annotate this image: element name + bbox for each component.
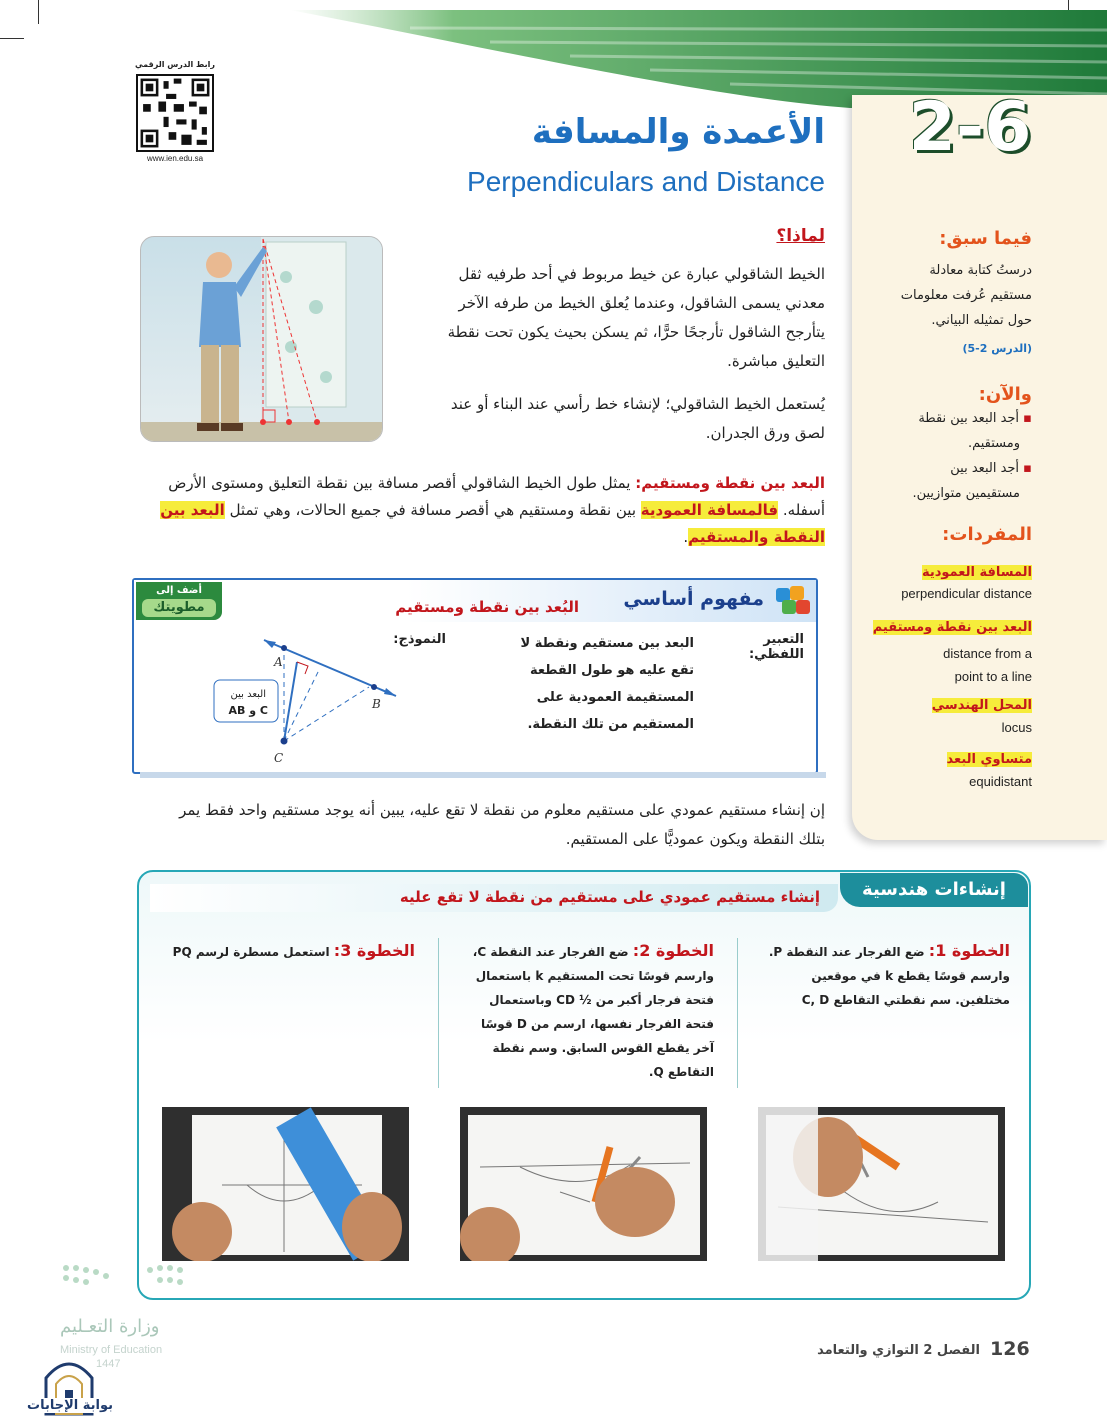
- vocab-term-ar: متساوي البعد: [946, 752, 1032, 767]
- watermark-ministry-en: Ministry of Education: [60, 1344, 163, 1356]
- highlight-perpendicular-distance: فالمسافة العمودية: [640, 501, 779, 519]
- step-3-text: استعمل مسطرة لرسم PQ: [172, 945, 330, 959]
- fig-box-line2: AB و C: [228, 704, 268, 717]
- before-lesson-ref: (الدرس 2-5): [962, 342, 1032, 355]
- crop-mark: [0, 38, 24, 39]
- plumb-line-photo: [140, 236, 383, 442]
- step-2-photo: [460, 1107, 707, 1261]
- now-item-2-a: أجد البعد بين: [950, 461, 1020, 476]
- now-item-2: ▪ أجد البعد بين: [950, 461, 1032, 476]
- page-title-en: Perpendiculars and Distance: [467, 166, 825, 197]
- vocab-term-2-en: distance from a point to a line: [943, 646, 1032, 684]
- step-divider: [438, 938, 439, 1088]
- fig-label-a: A: [274, 655, 283, 669]
- qr-code-icon[interactable]: [136, 74, 214, 152]
- distance-paragraph: [155, 470, 825, 551]
- vocab-term-ar: البعد بين نقطة ومستقيم: [872, 620, 1032, 635]
- watermark-year: 1447: [96, 1358, 121, 1370]
- construction-tab: إنشاءات هندسية: [840, 873, 1028, 907]
- crop-mark: [38, 0, 39, 24]
- now-item-1-b: ومستقيم.: [967, 436, 1020, 451]
- page-title-ar: الأعمدة والمسافة: [531, 112, 825, 152]
- vocab-heading: المفردات:: [942, 524, 1032, 545]
- step-2-heading: الخطوة 2:: [632, 941, 714, 960]
- page-number: 126: [990, 1338, 1030, 1360]
- before-text-3: حول تمثيله البياني.: [931, 313, 1032, 328]
- distance-text-b: بين نقطة ومستقيم هي أقصر مسافة في جميع الحالات، وهي تمثل: [229, 501, 637, 519]
- vocab-term-4-en: equidistant: [969, 774, 1032, 789]
- step-3: [165, 940, 415, 964]
- fig-label-c: C: [274, 751, 284, 765]
- distance-heading: البعد بين نقطة ومستقيم:: [635, 474, 825, 492]
- vocab-term-3-en: locus: [1001, 720, 1032, 735]
- step-1: [760, 940, 1010, 1012]
- add-to-label: أضف إلى: [156, 585, 202, 596]
- vocab-term-1-ar: [870, 560, 1032, 585]
- why-paragraph-1: الخيط الشاقولي عبارة عن خيط مربوط في أحد طرفيه ثقل معدني يسمى الشاقول، وعندما يُعلق الخيط من طرفه الآخر يتأرجح الشاقول تأرجحًا حرًّا، ثم يسكن بحيث يكون تحت نقطة التعليق مباشرة.: [447, 265, 825, 370]
- lesson-number: 2-6: [908, 88, 1032, 167]
- step-3-photo: [162, 1107, 409, 1261]
- qr-label: رابط الدرس الرقمي: [135, 60, 215, 69]
- highlight-point-line-distance: البعد بين النقطة والمستقيم: [160, 501, 825, 546]
- answers-portal-label[interactable]: بوابة الإجابات: [20, 1398, 120, 1413]
- before-heading: فيما سبق:: [939, 228, 1032, 249]
- step-3-heading: الخطوة 3:: [333, 941, 415, 960]
- step-1-text: ضع الفرجار عند النقطة P. وارسم قوسًا يقطع k في موقعين مختلفين. سم نقطتي التقاطع C, D: [768, 945, 1010, 1007]
- concept-logo-icon: [774, 584, 814, 618]
- now-item-1: ▪ أجد البعد بين نقطة: [918, 411, 1032, 426]
- concept-figure: [204, 630, 404, 770]
- verbal-text: البعد بين مستقيم ونقطة لا تقع عليه هو طول القطعة المستقيمة العمودية على المستقيم من تلك النقطة.: [520, 636, 694, 732]
- construction-intro: إن إنشاء مستقيم عمودي على مستقيم معلوم من نقطة لا تقع عليه، يبين أنه يوجد مستقيم واحد فقط يمر بتلك النقطة ويكون عموديًّا على المستقيم.: [179, 801, 825, 848]
- why-paragraph-2: يُستعمل الخيط الشاقولي؛ لإنشاء خط رأسي عند البناء أو عند لصق ورق الجدران.: [450, 395, 825, 442]
- vocab-term-3-ar: [870, 693, 1032, 718]
- step-1-photo: [758, 1107, 1005, 1261]
- chapter-footer: الفصل 2 التوازي والتعامد: [817, 1343, 980, 1358]
- concept-shadow: [140, 772, 826, 778]
- construction-title: إنشاء مستقيم عمودي على مستقيم من نقطة لا تقع عليه: [399, 888, 820, 906]
- concept-label: مفهوم أساسي: [623, 588, 764, 610]
- fig-label-b: B: [372, 697, 381, 711]
- add-to-foldable-badge: [136, 582, 222, 620]
- now-item-2-b: مستقيمين متوازيين.: [912, 486, 1020, 501]
- period: .: [683, 528, 689, 546]
- distance-text-a: يمثل طول الخيط الشاقولي أقصر مسافة بين نقطة التعليق ومستوى الأرض أسفله.: [168, 474, 825, 519]
- fig-box-line1: البعد بين: [230, 689, 266, 700]
- foldable-label: مطويتك: [142, 599, 216, 617]
- qr-url: www.ien.edu.sa: [146, 154, 204, 163]
- ministry-logo-icon: [60, 1262, 190, 1304]
- step-2: [462, 940, 714, 1084]
- verbal-label: التعبير اللفظي:: [748, 632, 804, 662]
- step-1-heading: الخطوة 1:: [928, 941, 1010, 960]
- model-label: النموذج:: [393, 632, 446, 647]
- before-text-2: مستقيم عُرفت معلومات: [900, 288, 1032, 303]
- vocab-term-4-ar: [870, 747, 1032, 772]
- vocab-term-ar: المحل الهندسي: [931, 698, 1032, 713]
- before-text-1: درستُ كتابة معادلة: [929, 263, 1032, 278]
- key-concept-box: [132, 578, 818, 774]
- vocab-term-ar: المسافة العمودية: [921, 565, 1032, 580]
- now-item-1-a: أجد البعد بين نقطة: [918, 411, 1020, 426]
- concept-title: البُعد بين نقطة ومستقيم: [395, 598, 579, 616]
- vocab-term-2-ar: [870, 615, 1032, 640]
- now-heading: والآن:: [978, 384, 1032, 405]
- step-divider: [737, 938, 738, 1088]
- watermark-ministry: وزارة التعـليم: [60, 1316, 160, 1337]
- why-heading: لماذا؟: [776, 226, 825, 246]
- step-2-text: ضع الفرجار عند النقطة C، وارسم قوسًا تحت المستقيم k باستعمال فتحة فرجار أكبر من ½ CD وباستعمال فتحة الفرجار نفسها، ارسم من D قوسًا آخر يقطع القوس السابق. وسم نقطة التقاطع Q.: [472, 945, 714, 1079]
- vocab-term-1-en: perpendicular distance: [901, 586, 1032, 601]
